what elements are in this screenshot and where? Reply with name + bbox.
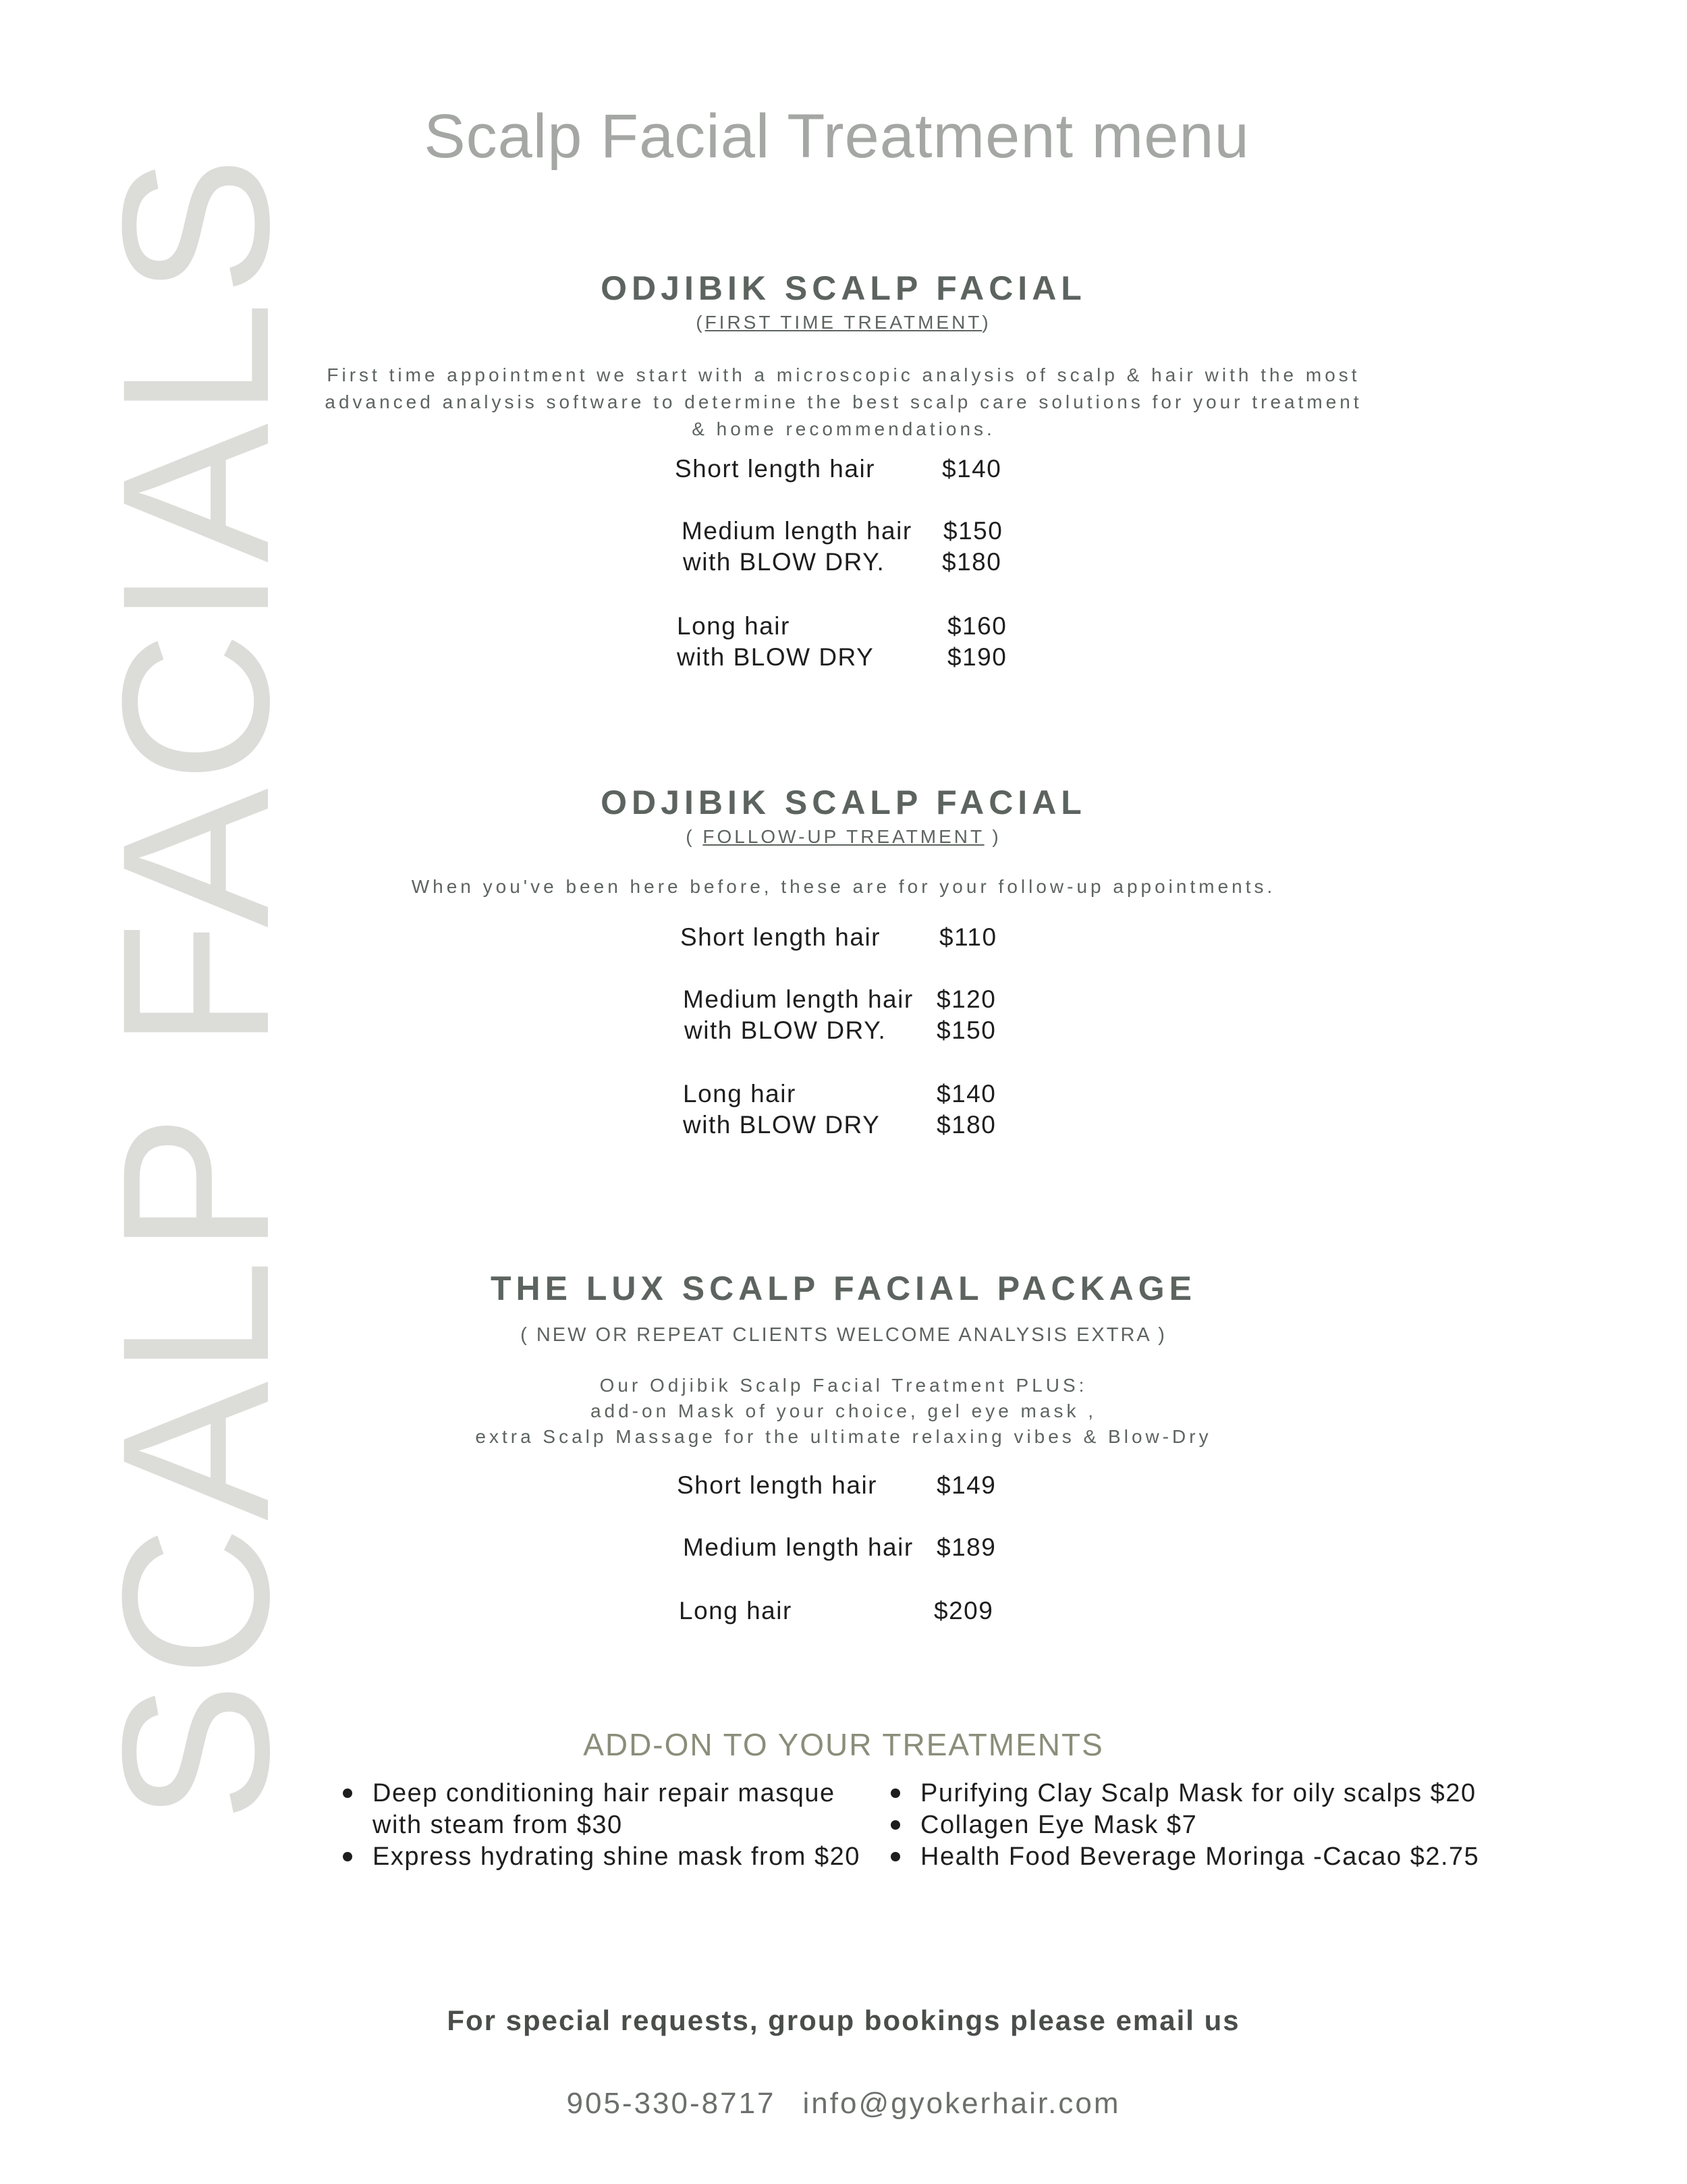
description-line: First time appointment we start with a microscopic analysis of scalp & hair with the most	[327, 364, 1360, 385]
addon-text: Express hydrating shine mask from $20	[372, 1842, 860, 1871]
bullet-icon	[891, 1789, 900, 1798]
price-value: $190	[947, 643, 1007, 671]
price-row	[679, 1595, 994, 1627]
side-title: SCALP FACIALS	[78, 151, 312, 1822]
price-value: $140	[937, 1080, 997, 1108]
description-line: When you've been here before, these are for your follow-up appointments.	[411, 876, 1276, 897]
price-row	[684, 1015, 997, 1046]
price-label: with BLOW DRY	[683, 1111, 881, 1139]
price-row	[677, 611, 1007, 642]
phone-number[interactable]: 905-330-8717	[566, 2087, 776, 2120]
addon-item	[885, 1841, 1479, 1873]
price-label: with BLOW DRY.	[683, 548, 885, 576]
price-value: $180	[942, 548, 1002, 576]
price-row	[677, 642, 1007, 673]
addons-right-list	[885, 1778, 1479, 1873]
paren-open: (	[696, 312, 705, 333]
addon-item	[885, 1809, 1479, 1841]
bullet-icon	[891, 1852, 900, 1861]
price-value: $140	[942, 455, 1002, 483]
price-row	[683, 984, 997, 1015]
addon-text: Health Food Beverage Moringa -Cacao $2.75	[920, 1842, 1480, 1871]
section-title-follow-up: ODJIBIK SCALP FACIAL	[601, 784, 1086, 821]
price-value: $149	[937, 1471, 997, 1499]
addon-text: Purifying Clay Scalp Mask for oily scalps $20	[920, 1779, 1476, 1807]
description-line: add-on Mask of your choice, gel eye mask ,	[590, 1400, 1097, 1421]
price-label: Medium length hair	[683, 1533, 914, 1561]
section-subtitle-lux-package: ( NEW OR REPEAT CLIENTS WELCOME ANALYSIS EXTRA )	[520, 1324, 1167, 1346]
price-value: $209	[934, 1597, 994, 1625]
addons-title: ADD-ON TO YOUR TREATMENTS	[583, 1727, 1104, 1762]
bullet-icon	[891, 1820, 900, 1830]
price-row	[677, 1470, 997, 1501]
price-row	[682, 516, 1003, 547]
price-label: Medium length hair	[682, 517, 912, 545]
addon-text: Collagen Eye Mask $7	[920, 1811, 1198, 1839]
price-row	[683, 1532, 997, 1563]
bullet-icon	[343, 1789, 352, 1798]
email-link[interactable]: info@gyokerhair.com	[802, 2087, 1121, 2120]
price-value: $120	[937, 985, 997, 1013]
description-line: advanced analysis software to determine the best scalp care solutions for your treatment	[325, 391, 1362, 412]
price-value: $160	[947, 612, 1007, 640]
price-label: with BLOW DRY	[677, 643, 875, 671]
special-requests-text: For special requests, group bookings please email us	[447, 2004, 1240, 2036]
price-label: Short length hair	[675, 455, 876, 483]
section-title-first-time: ODJIBIK SCALP FACIAL	[601, 269, 1086, 307]
price-label: Medium length hair	[683, 985, 914, 1013]
section-description-follow-up	[0, 873, 1687, 900]
addon-item	[337, 1778, 860, 1841]
price-value: $150	[937, 1016, 997, 1044]
price-label: Long hair	[677, 612, 790, 640]
paren-close: )	[992, 826, 1001, 847]
addon-item	[337, 1841, 860, 1873]
contact-line	[0, 2087, 1687, 2121]
paren-close: )	[982, 312, 991, 333]
price-label: Long hair	[679, 1597, 792, 1625]
subtitle-text: FOLLOW-UP TREATMENT	[702, 826, 985, 847]
price-row	[683, 547, 1002, 578]
addon-item	[885, 1778, 1479, 1809]
price-label: Short length hair	[680, 923, 881, 951]
price-value: $180	[937, 1111, 997, 1139]
section-description-lux-package	[0, 1373, 1687, 1450]
price-row	[680, 922, 997, 953]
price-row	[683, 1079, 997, 1110]
bullet-icon	[343, 1852, 352, 1861]
price-label: with BLOW DRY.	[684, 1016, 887, 1044]
description-line: Our Odjibik Scalp Facial Treatment PLUS:	[599, 1375, 1088, 1396]
page-title: Scalp Facial Treatment menu	[424, 102, 1250, 171]
price-row	[683, 1110, 997, 1141]
section-subtitle-first-time	[0, 312, 1687, 333]
addon-text: with steam from $30	[372, 1811, 623, 1839]
price-value: $150	[943, 517, 1003, 545]
subtitle-text: FIRST TIME TREATMENT	[704, 312, 983, 333]
section-description-first-time	[0, 362, 1687, 443]
description-line: extra Scalp Massage for the ultimate relaxing vibes & Blow-Dry	[475, 1426, 1212, 1447]
paren-open: (	[686, 826, 695, 847]
addon-text: Deep conditioning hair repair masque	[372, 1779, 835, 1807]
price-label: Long hair	[683, 1080, 796, 1108]
price-row	[675, 454, 1002, 485]
description-line: & home recommendations.	[692, 418, 995, 439]
addons-left-list	[337, 1778, 860, 1873]
section-title-lux-package: THE LUX SCALP FACIAL PACKAGE	[490, 1270, 1197, 1307]
price-value: $189	[937, 1533, 997, 1561]
section-subtitle-follow-up	[0, 826, 1687, 848]
price-label: Short length hair	[677, 1471, 878, 1499]
price-value: $110	[939, 923, 997, 951]
